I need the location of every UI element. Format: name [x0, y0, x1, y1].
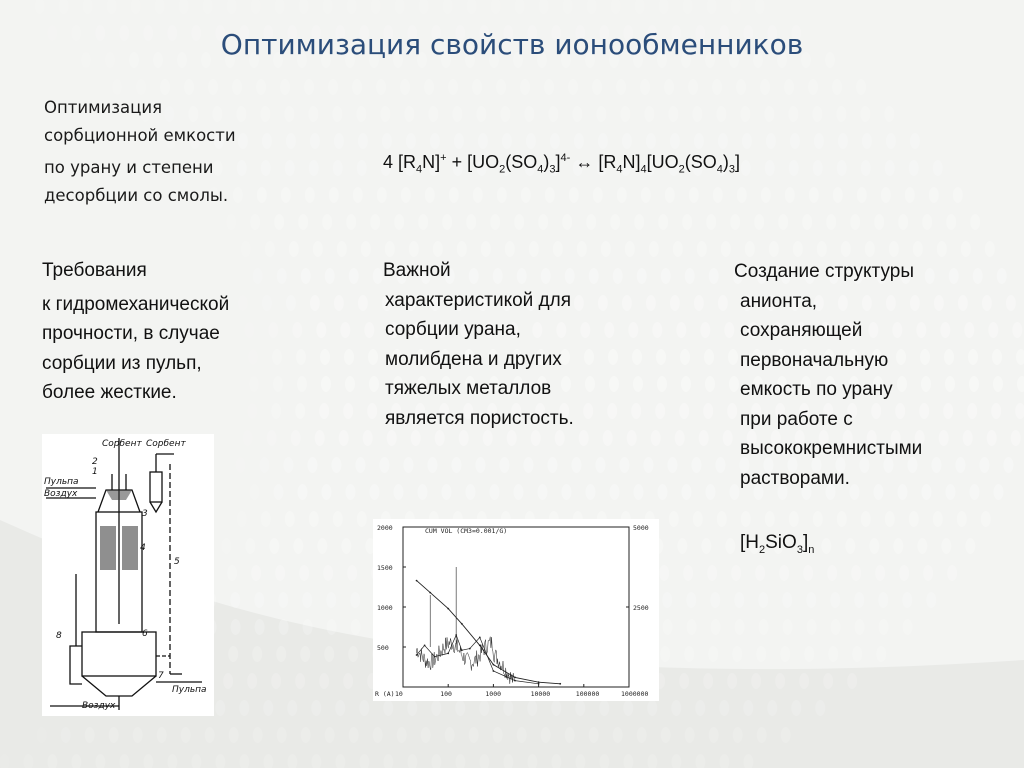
column-line: тяжелых металлов	[385, 378, 552, 399]
label-pulp-in: Пульпа	[44, 477, 79, 487]
label-sorbent-top: Сорбент	[102, 439, 142, 449]
sorbent-bed-left	[100, 526, 116, 570]
y-left-tick-label: 500	[377, 644, 389, 652]
data-point	[559, 683, 561, 685]
series-line	[417, 581, 561, 684]
data-point	[461, 649, 463, 651]
separator	[150, 472, 162, 502]
column-heading: Важной	[383, 260, 451, 281]
label-2: 2	[92, 457, 98, 467]
column-line: первоначальную	[740, 349, 889, 371]
label-1: 1	[92, 467, 98, 477]
label-8: 8	[56, 631, 62, 641]
data-point	[479, 645, 481, 647]
data-point	[461, 623, 463, 625]
label-5: 5	[174, 557, 180, 567]
label-3: 3	[142, 509, 148, 519]
data-point	[538, 681, 540, 683]
data-point	[469, 648, 471, 650]
column-line: анионта,	[740, 290, 818, 312]
requirements-column	[42, 256, 342, 408]
x-tick-label: 1000	[485, 690, 502, 698]
intro-text	[44, 94, 324, 210]
x-tick-label: 10	[395, 690, 403, 698]
x-tick-label: 100	[440, 690, 452, 698]
data-point	[416, 580, 418, 582]
column-line: прочности, в случае	[42, 323, 220, 344]
data-point	[479, 637, 481, 639]
column-heading: Создание структуры	[734, 261, 914, 282]
data-point	[493, 664, 495, 666]
structure-column	[734, 257, 1024, 493]
silicic-acid-formula: $[H_2SiO_3]_n$	[740, 532, 815, 556]
column-line: при работе с	[740, 408, 853, 430]
x-tick-label: 100000	[575, 690, 600, 698]
column-line: емкость по урану	[740, 379, 893, 400]
intro-line: сорбционной емкости	[44, 126, 236, 145]
distribution-noise	[417, 637, 515, 684]
y-right-tick-label: 5000	[633, 524, 649, 532]
data-point	[429, 592, 431, 594]
intro-line: десорбции со смолы.	[44, 186, 229, 205]
data-point	[447, 608, 449, 610]
data-point	[447, 653, 449, 655]
x-tick-label: 1000000	[621, 690, 649, 698]
data-point	[416, 654, 418, 656]
column-line: сохраняющей	[740, 320, 863, 341]
x-axis-label: R (A)	[375, 690, 395, 698]
slide-title: Оптимизация свойств ионообменников	[220, 28, 804, 61]
data-point	[424, 645, 426, 647]
label-air-bottom: Воздух	[82, 701, 116, 711]
chart-frame	[403, 527, 629, 687]
chart-title: CUM VOL (CM3=0.001/G)	[425, 527, 508, 535]
column-line: к гидромеханической	[42, 293, 230, 315]
column-line: более жесткие.	[42, 382, 177, 403]
column-heading: Требования	[42, 260, 147, 281]
column-line: растворами.	[740, 467, 850, 489]
label-7: 7	[158, 671, 164, 681]
bottom-cone	[82, 676, 156, 696]
column-line: высококремнистыми	[740, 438, 923, 459]
data-point	[514, 677, 516, 679]
column-line: характеристикой для	[385, 289, 572, 311]
label-6: 6	[142, 629, 148, 639]
column-line: молибдена и других	[385, 348, 562, 370]
x-tick-label: 10000	[530, 690, 551, 698]
y-left-tick-label: 2000	[377, 524, 393, 532]
sorption-equation: 4 $[R_4N]^+ + [UO_2(SO_4)_3]^{4-}$ ↔ $[R_4N]_4[UO_2(SO_4)_3]$	[383, 152, 740, 176]
intro-line: по урану и степени	[44, 158, 214, 177]
label-4: 4	[140, 543, 146, 553]
porosity-column	[383, 256, 673, 433]
label-air-in: Воздух	[44, 489, 78, 499]
porosity-chart	[373, 519, 659, 701]
y-left-tick-label: 1000	[377, 604, 393, 612]
sorbent-bed-right	[122, 526, 138, 570]
y-left-tick-label: 1500	[377, 564, 393, 572]
label-sorbent-right: Сорбент	[146, 439, 186, 449]
sorption-column-diagram	[42, 434, 214, 716]
column-line: является пористость.	[385, 407, 574, 429]
column-line: сорбции урана,	[385, 319, 521, 340]
data-point	[538, 683, 540, 685]
intro-line: Оптимизация	[44, 98, 163, 117]
label-pulp-out: Пульпа	[172, 685, 207, 695]
data-point	[493, 670, 495, 672]
y-right-tick-label: 2500	[633, 604, 649, 612]
column-line: сорбции из пульп,	[42, 352, 202, 374]
